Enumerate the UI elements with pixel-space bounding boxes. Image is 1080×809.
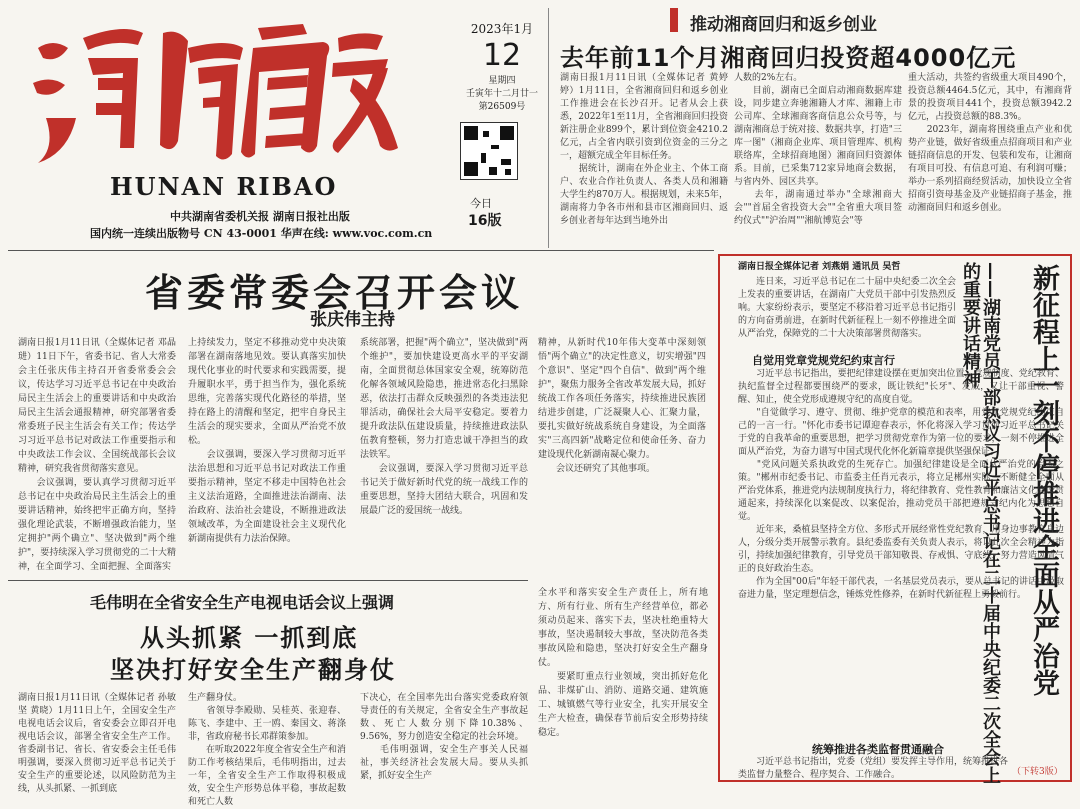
feature-article-byline: 湖南日报全媒体记者 刘燕娟 通讯员 吴哲 <box>738 262 901 272</box>
safety-article-kicker: 毛伟明在全省安全生产电视电话会议上强调 <box>90 593 395 612</box>
safety-article-col2: 生产翻身仗。 省领导李殿勋、吴桂英、张迎春、陈飞、李建中、王一鸥、秦国文、蒋涤非，省政府秘书长邓群策参加。 在听取2022年度全省安全生产和消防工作考核结果后，毛伟明指出，过去一年，全省安全生产工作取得积极成效，安全生产形势总体平稳，事故起数和死亡人数 <box>188 693 346 807</box>
main-article-headline[interactable]: 省委常委会召开会议 <box>145 271 524 315</box>
main-article-col1: 湖南日报1月11日讯（全媒体记者 邓晶琎）11日下午，省委书记、省人大常委会主任张庆伟主持召开省委常委会会议，传达学习习近平总书记在中央政治局民主生活会上的重要讲话和中央政治局民主生活会通报精神，研究部署省委常委班子民主生活会有关工作；传达学习习近平总书记对政法工作重要指示和中央政法工作会议、全国统战部长会议精神，研究我省贯彻落实意见。 会议强调，要认真学习贯彻习近平总书记在中央政治局民主生活会上的重要讲话精神，始终把牢正确方向，坚持强化理论武装，不断增强政治能力，坚定拥护"两个确立"、坚决做到"两个维护"，要持续深入学习贯彻党的二十大精神，在全面学习、全面把握、全面落实 <box>18 338 176 572</box>
kicker-accent-bar <box>670 8 678 32</box>
safety-article-col3: 下决心，在全国率先出台落实党委政府领导责任的有关规定，全省安全生产事故起数、死亡人数分别下降10.38%、9.56%，努力创造安全稳定的社会环境。 毛伟明强调，安全生产事关人民福祉，事关经济社会发展大局。要从头抓紧，抓好安全生产 <box>360 693 528 781</box>
feature-article-subhead: ——湖南党员干部热议习近平总书记在二十届中央纪委二次全会上的重要讲话精神 <box>960 262 1001 784</box>
top-article-headline[interactable]: 去年前11个月湘商回归投资超4000亿元 <box>560 44 1017 72</box>
section-divider <box>8 580 528 581</box>
safety-article-col1: 湖南日报1月11日讯（全媒体记者 孙敏坚 黄晓）1月11日上午，全国安全生产电视电话会议后，省安委会立即召开电视电话会议，部署全省安全生产工作。省委副书记、省长、省安委会主任毛伟明强调，要深入贯彻习近平总书记关于安全生产的重要论述，以风险防范为主线，从头抓紧、一抓到底 <box>18 693 176 794</box>
date-day: 12 <box>482 38 522 73</box>
masthead-sponsor: 中共湖南省委机关报 湖南日报社出版 <box>170 210 350 223</box>
date-weekday: 星期四 <box>488 76 516 86</box>
main-article-subhead: 张庆伟主持 <box>310 310 395 330</box>
qr-code-icon[interactable] <box>460 122 518 180</box>
safety-article-headline-line2[interactable]: 坚决打好安全生产翻身仗 <box>110 656 396 684</box>
safety-article-col4: 全水平和落实安全生产责任上，所有地方、所有行业、所有生产经营单位，都必须动员起来、落实下去，坚决杜绝重特大事故，坚决遏制较大事故，坚决防范各类事故风险和隐患，坚决打好安全生产翻身仗。 要紧盯重点行业领域，突出抓好危化品、非煤矿山、消防、道路交通、建筑施工、城镇燃气等行业安全，扎实开展安全生产大检查，确保春节前后安全形势持续稳定。 <box>538 588 708 738</box>
date-lunar: 壬寅年十二月廿一 <box>465 89 538 99</box>
feature-article-headline[interactable]: 新征程上一刻不停推进全面从严治党 <box>1028 264 1059 696</box>
date-issue: 第26509号 <box>478 102 526 112</box>
today-label: 今日 <box>470 197 492 210</box>
main-article-col2: 上持续发力，坚定不移推动党中央决策部署在湖南落地见效。要认真落实加快现代化事业的时代要求和实践需要，提升履职水平，勇于担当作为，强化系统思维，完善落实现代化路径的举措，坚持在路上的清醒和坚定，把牢自身民主生活会的现实要求，全面从严治党不放松。 会议强调，要深入学习贯彻习近平法治思想和习近平总书记对政法工作重要指示精神，坚定不移走中国特色社会主义法治道路，全面推进法治湖南、法治政府、法治社会建设，不断推进政法领域改革，为全面建设社会主义现代化新湖南提供有力法治保障。 <box>188 338 346 544</box>
top-article-col2: 人数的2%左右。 目前，湖南已全面启动湘商数据库建设，同步建立奔驰湘籍人才库、湘籍上市公司库、全球湘商客商信息公众号等，与湖南湘商总于统对接、数据共享，打造"三库一图"（湘商企业库、项目管理库、机构联络库，全球招商地图）湘商回归资源体系。目前，已采集712家异地商会数据，与省内外、园区共享。 去年，湖南通过举办"全球湘商大会""首届全省投资大会""全省重大项目签约仪式""沪治周""湘航博览会"等 <box>734 73 902 226</box>
feature-section1-title: 自觉用党章党规党纪约束言行 <box>752 354 895 367</box>
top-article-kicker: 推动湘商回归和返乡创业 <box>690 15 877 35</box>
masthead-latin-name: HUNAN RIBAO <box>110 172 338 201</box>
newspaper-logo <box>18 8 418 168</box>
masthead <box>0 0 455 250</box>
top-article-col3: 重大活动，共签约省级重大项目490个，投资总额4464.5亿元，其中，有湘商背景的投资项目441个，投资总额3942.2亿元，占投资总额的88.3%。 2023年，湖南将围绕重点产业和优势产业链，做好省级重点招商项目和产业链招商信息的开发、包装和发布，让湘商有项目可投、有信息可追、有利润可赚；举办一系列招商经贸活动，加快设立全省招商引资母基金及产业链招商子基金，推动湘商回归和返乡创业。 <box>908 73 1072 213</box>
date-block <box>462 20 542 114</box>
feature-section2-text: 习近平总书记指出，党委（党组）要发挥主导作用，统筹推进各类监督力量整合、程序契合、工作融合。 <box>738 757 1009 780</box>
feature-section2-title: 统筹推进各类监督贯通融合 <box>812 743 944 756</box>
continued-page-link[interactable]: （下转3版） <box>1012 767 1063 777</box>
feature-section1-text: 习近平总书记指出，要把纪律建设摆在更加突出位置，党规制度、党纪教育、执纪监督全过程都要围绕严的要求，既让铁纪"长牙"、发威，又让干部重视、警醒、知止，使全党形成遵规守纪的高度自觉。 "自觉做学习、遵守、贯彻、维护党章的模范和表率，用党章党规党纪约束自己的一言一行。"怀化市委书记谭迎春表示，怀化将深入学习贯彻习近平总书记关于党的自我革命的重要思想，把学习贯彻党章作为第一位的要求，一刻不停推进全面从严治党，为奋力谱写中国式现代化怀化新篇章提供坚强保证。 "党风问题关系执政党的生死存亡。加强纪律建设是全面从严治党的治本之策。"郴州市纪委书记、市监委主任肖元表示，将立足郴州实际，不断健全全面从严治党体系，推进党内法规制度执行力，将纪律教育、党性教育和廉洁文化建设贯通起来，持续深化以案促改、以案促治，推动党员干部把遵规守纪内化为思想自觉。 近年来，桑植县坚持全方位、多形式开展经常性党纪教育，用身边事教育身边人，分级分类开展警示教育。县纪委监委有关负责人表示，将以此次全会精神为指引，持续加强纪律教育，引导党员干部知敬畏、存戒惧、守底线，努力营造风清气正的良好政治生态。 作为全国"00后"年轻干部代表，一名基层党员表示，要从总书记的讲话中汲取奋进力量，坚定理想信念，锤炼党性修养，在新时代新征程上勇毅前行。 <box>738 369 1064 600</box>
section-divider <box>8 250 714 251</box>
top-article-col1: 湖南日报1月11日讯（全媒体记者 黄婷婷）1月11日，全省湘商回归和返乡创业工作推进会在长沙召开。记者从会上获悉，2022年1至11月，全省湘商回归投资新注册企业899个，累计到位资金4210.2亿元，占全省内联引资到位资金的三分之一，超额完成全年目标任务。 据统计，湖南在外企业主、个体工商户、农业合作社负责人、各类人员和湘籍大学生约870万人。根据规划，未来5年，湖南将力争各市州和县市区湘商回归、返乡创业者每年达到当地外出 <box>560 73 728 226</box>
page-count: 16版 <box>468 213 502 229</box>
safety-article-headline-line1[interactable]: 从头抓紧 一抓到底 <box>140 624 359 652</box>
main-article-col3: 系统部署，把握"两个确立"，坚决做到"两个维护"，要加快建设更高水平的平安湖南，全面贯彻总体国家安全观，统筹防范化解各领域风险隐患，推进常态化扫黑除恶，依法打击群众反映强烈的各类违法犯罪活动，确保社会大局平安稳定。要着力提升政法队伍建设质量，持续推进政法队伍教育整顿，努力打造忠诚干净担当的政法铁军。 会议强调，要深入学习贯彻习近平总书记关于做好新时代党的统一战线工作的重要思想，坚持大团结大联合，巩固和发展最广泛的爱国统一战线。 <box>360 338 528 516</box>
column-divider <box>548 8 549 248</box>
masthead-issn: 国内统一连续出版物号 CN 43-0001 华声在线: www.voc.com.cn <box>90 227 433 240</box>
date-year-month: 2023年1月 <box>470 22 534 36</box>
main-article-col4: 精神，从新时代10年伟大变革中深刻领悟"两个确立"的决定性意义，切实增强"四个意识"、坚定"四个自信"、做到"两个维护"，聚焦力服务全省改革发展大局，抓好统战工作各项任务落实，持续推进民族团结进步创建，广泛凝聚人心、汇聚力量，要扎实做好统战系统自身建设，为全面落实"三高四新"战略定位和使命任务、奋力建设现代化新湖南凝心聚力。 会议还研究了其他事项。 <box>538 338 706 474</box>
feature-article-intro: 连日来，习近平总书记在二十届中央纪委二次全会上发表的重要讲话，在湖南广大党员干部中引发热烈反响。大家纷纷表示，要坚定不移沿着习近平总书记指引的方向奋勇前进，在新时代新征程上一刻不停推进全面从严治党，保障党的二十大决策部署贯彻落实。 <box>738 277 956 339</box>
